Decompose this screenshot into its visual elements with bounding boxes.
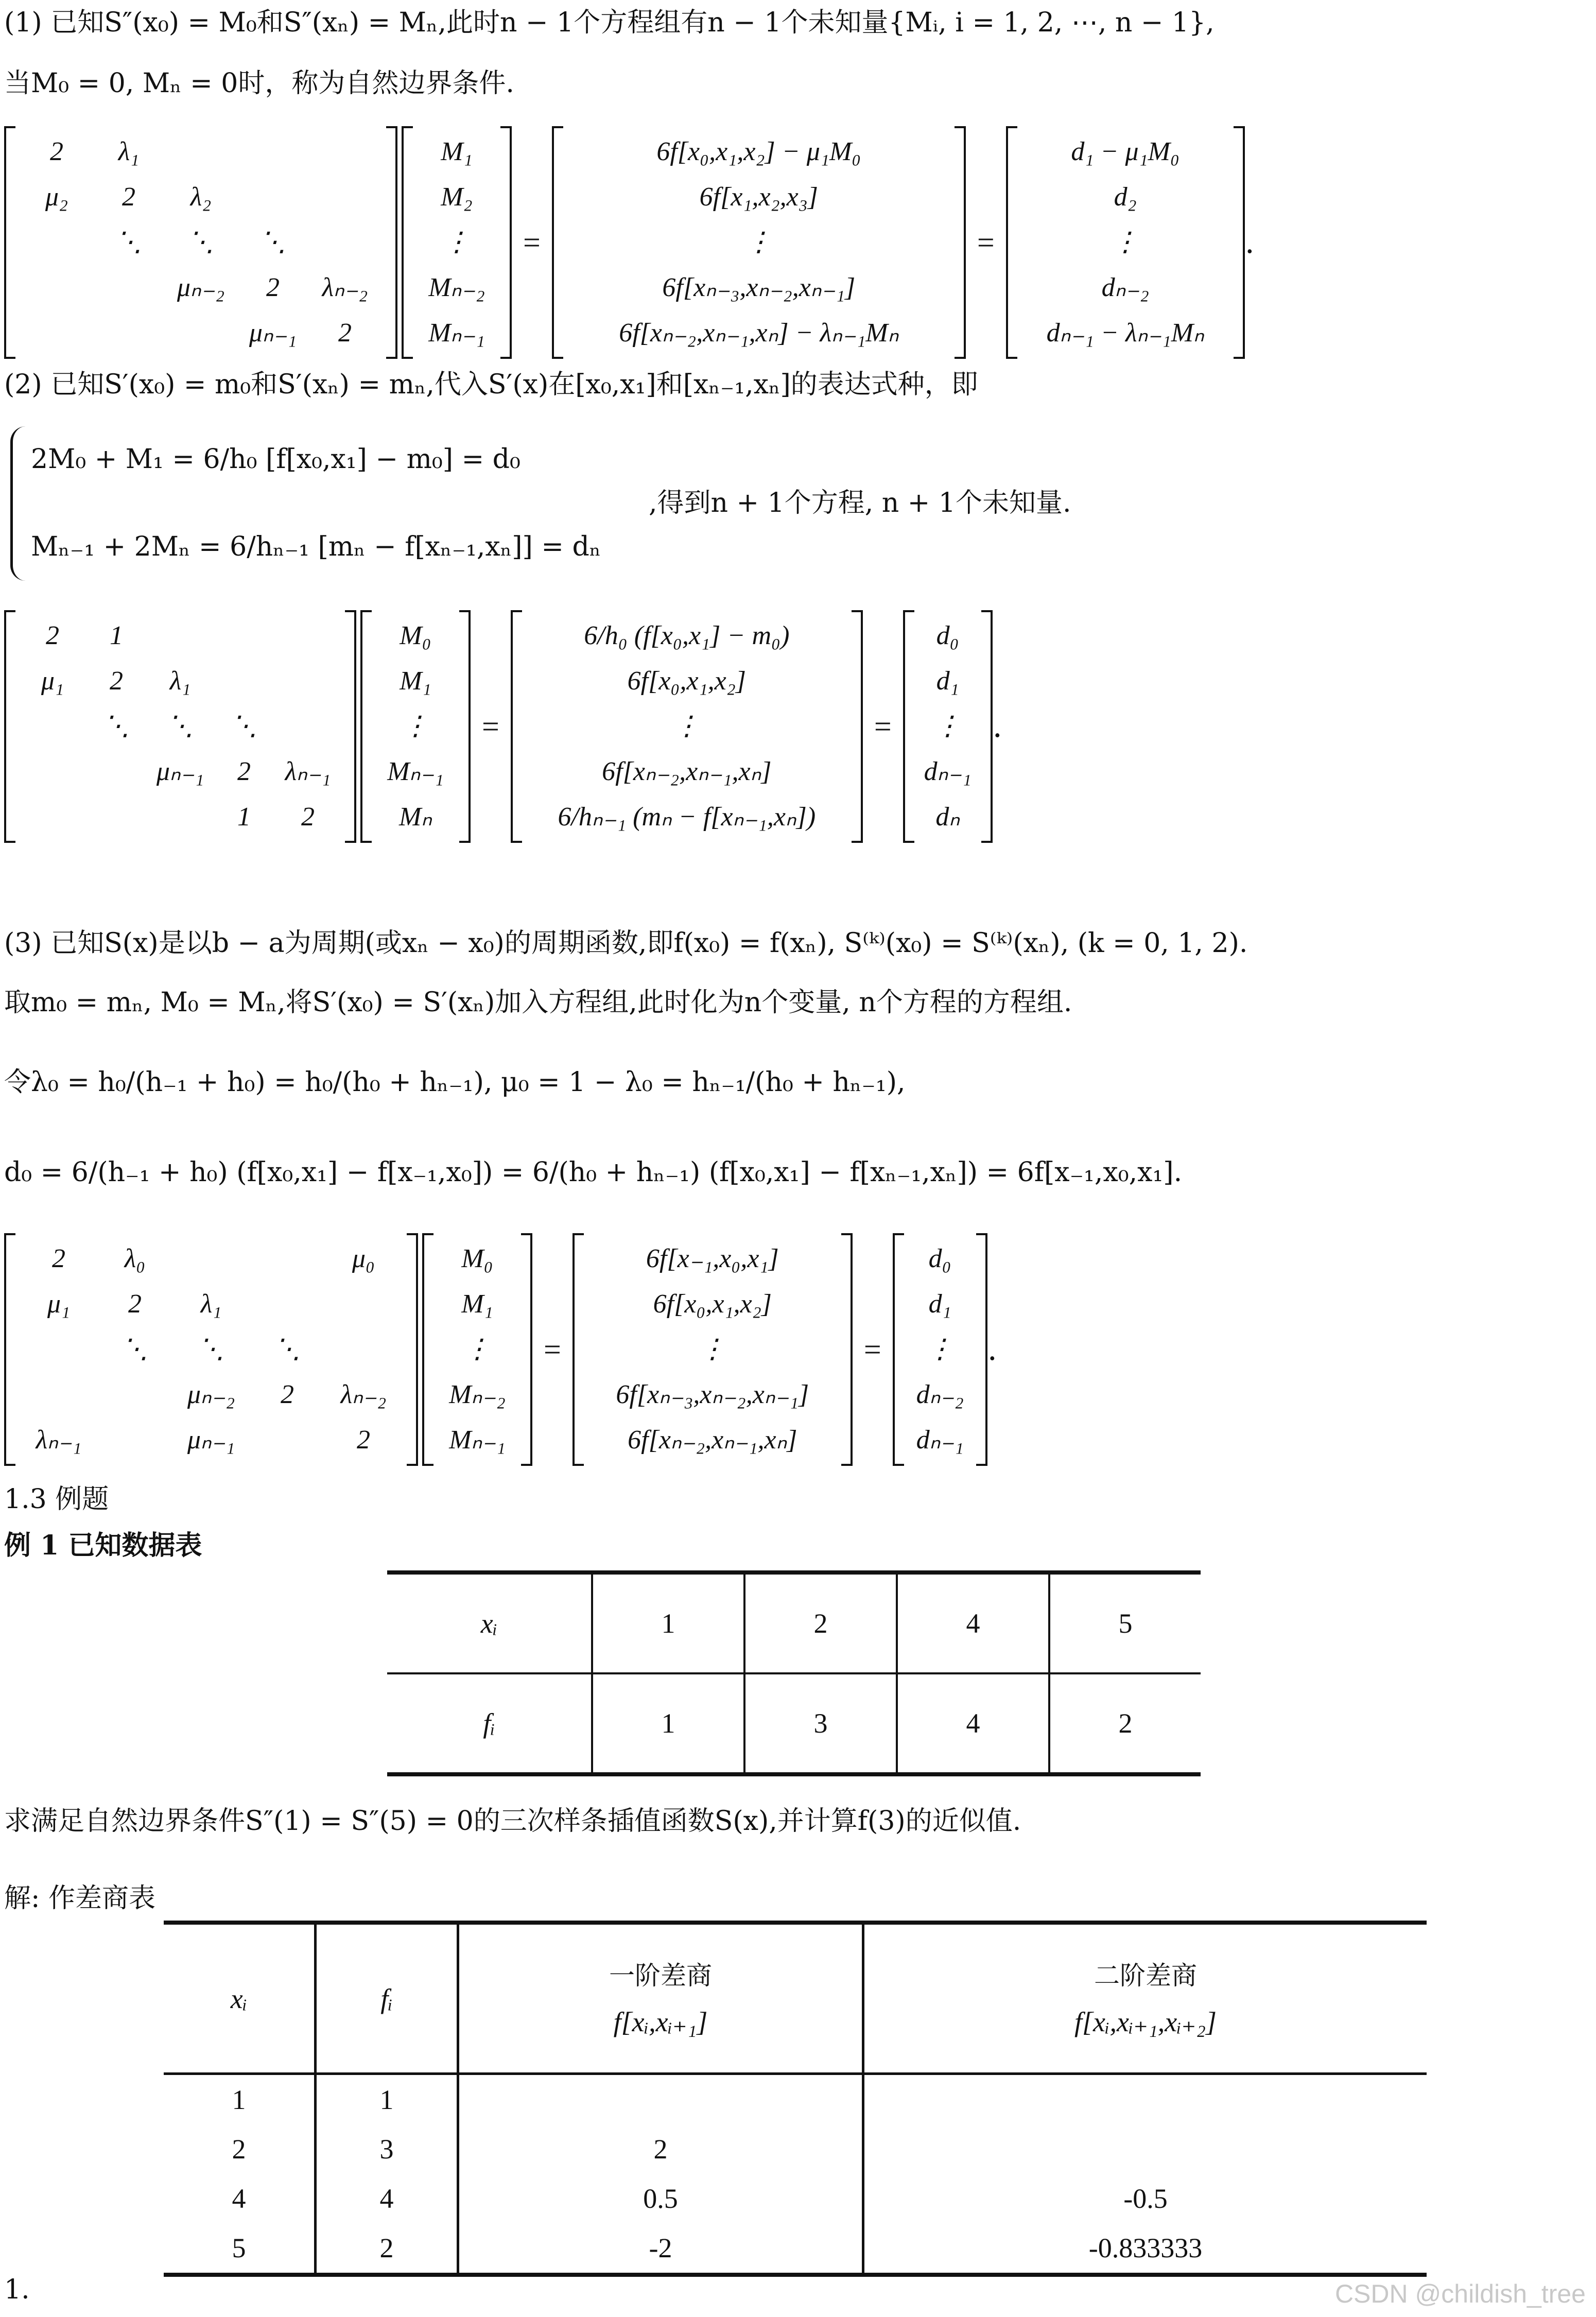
unknown-vector-1 (402, 126, 512, 359)
period: . (992, 708, 1002, 745)
m3-matrix-cell (173, 1236, 249, 1282)
table-cell: 4 (164, 2174, 316, 2223)
m3-unknown-entry: M₁ (461, 1289, 493, 1319)
m3-matrix-cell (325, 1327, 402, 1372)
matrix-equation-1 (4, 126, 1255, 359)
m1-matrix-cell: ⋱ (187, 228, 214, 257)
m2-matrix-cell: μₙ₋₁ (156, 757, 204, 786)
rhs-vector-3 (573, 1233, 853, 1466)
m2-matrix-cell (21, 794, 84, 840)
m3-matrix-cell: 2 (52, 1244, 65, 1273)
equals-sign: = (482, 709, 499, 743)
table-cell: xᵢ (387, 1572, 592, 1673)
table-cell: 4 (897, 1572, 1049, 1673)
m1-unknown-entry: ⋮ (443, 228, 470, 257)
table-cell: 3 (744, 1673, 897, 1774)
m2-rhs-entry: 6/hₙ₋₁ (mₙ − f[xₙ₋₁,xₙ]) (558, 802, 816, 832)
rhs-vector-1 (552, 126, 966, 359)
m1-rhs-entry: 6f[x₀,x₁,x₂] − μ₁M₀ (656, 137, 861, 166)
m1-matrix-cell (165, 129, 237, 175)
system-eq-1: 2M₀ + M₁ = 6/h₀ [f[x₀,x₁] − m₀] = d₀ (31, 444, 521, 475)
data-table (387, 1570, 1201, 1776)
m1-matrix-cell: μₙ₋₁ (249, 318, 297, 348)
m2-matrix-cell (148, 794, 212, 840)
m3-matrix-cell (325, 1282, 402, 1327)
m1-unknown-entry: Mₙ₋₁ (428, 318, 485, 348)
m2-d-entry: d₁ (936, 666, 959, 696)
m2-matrix-cell (212, 613, 276, 659)
table-cell (863, 2074, 1427, 2125)
coefficient-matrix-3 (4, 1233, 418, 1466)
d-vector-1 (1006, 126, 1245, 359)
m1-matrix-cell: 2 (266, 273, 280, 302)
lambda-mu-definition: 令λ₀ = h₀/(h₋₁ + h₀) = h₀/(h₀ + hₙ₋₁), μ₀ = 1 − λ₀ = hₙ₋₁/(h₀ + hₙ₋₁), (4, 1067, 906, 1098)
period: . (987, 1332, 997, 1368)
m2-unknown-entry: M₀ (400, 621, 431, 650)
header-second-diff: 二阶差商 f[xᵢ,xᵢ₊₁,xᵢ₊₂] (863, 1923, 1427, 2074)
table-row (164, 2223, 1427, 2275)
m1-matrix-cell: 2 (50, 137, 63, 166)
table-cell: 2 (316, 2223, 458, 2275)
m2-matrix-cell: 2 (301, 802, 315, 832)
m2-unknown-entry: Mₙ (398, 802, 432, 832)
m3-matrix-cell: 2 (128, 1289, 142, 1319)
table-row (164, 2124, 1427, 2174)
m2-d-entry: dₙ₋₁ (924, 757, 972, 786)
system-tail: ,得到n + 1个方程, n + 1个未知量. (649, 488, 1071, 518)
table-cell: 4 (316, 2174, 458, 2223)
m2-d-entry: ⋮ (934, 712, 961, 741)
m1-matrix-cell: λₙ₋₂ (322, 273, 368, 302)
m2-matrix-cell (276, 613, 340, 659)
m2-matrix-cell: λₙ₋₁ (285, 757, 331, 786)
m2-matrix-cell: λ₁ (169, 666, 191, 696)
m3-matrix-cell: λₙ₋₂ (340, 1380, 387, 1409)
table-row (387, 1673, 1201, 1774)
m3-matrix-cell: μ₁ (47, 1289, 71, 1319)
coefficient-matrix-1 (4, 126, 397, 359)
equals-sign: = (544, 1332, 561, 1367)
m3-matrix-cell: μₙ₋₂ (187, 1380, 235, 1409)
table-cell: 2 (1049, 1673, 1201, 1774)
m3-matrix-cell: λₙ₋₁ (36, 1425, 82, 1455)
m3-d-entry: dₙ₋₁ (916, 1425, 964, 1455)
m3-unknown-entry: M₀ (461, 1244, 493, 1273)
equals-sign: = (523, 225, 541, 260)
m2-matrix-cell (84, 749, 148, 794)
m3-matrix-cell (249, 1282, 325, 1327)
m3-matrix-cell (249, 1417, 325, 1463)
table-cell: fᵢ (387, 1673, 592, 1774)
m1-rhs-entry: 6f[x₁,x₂,x₃] (699, 182, 819, 212)
item3-line2: 取m₀ = mₙ, M₀ = Mₙ,将S′(x₀) = S′(xₙ)加入方程组,此时化为n个变量, n个方程的方程组. (4, 987, 1072, 1018)
m3-rhs-entry: 6f[x₋₁,x₀,x₁] (646, 1244, 779, 1273)
m2-matrix-cell: 2 (237, 757, 251, 786)
m3-matrix-cell: ⋱ (198, 1335, 224, 1364)
m3-matrix-cell: 2 (281, 1380, 294, 1409)
m1-matrix-cell: λ₁ (118, 137, 140, 166)
rhs-vector-2 (511, 610, 863, 843)
m3-matrix-cell: 2 (357, 1425, 370, 1455)
table-cell (863, 2124, 1427, 2174)
table-cell: 5 (1049, 1572, 1201, 1673)
example-heading: 例 1 已知数据表 (4, 1530, 202, 1561)
m1-unknown-entry: M₁ (441, 137, 473, 166)
m1-matrix-cell (93, 265, 165, 310)
m1-matrix-cell: λ₂ (190, 182, 212, 212)
m1-matrix-cell (237, 129, 309, 175)
m3-d-entry: d₁ (928, 1289, 951, 1319)
m2-matrix-cell (276, 704, 340, 749)
m2-matrix-cell (276, 659, 340, 704)
table-cell: 0.5 (458, 2174, 863, 2223)
item1-line2: 当M₀ = 0, Mₙ = 0时，称为自然边界条件. (4, 68, 514, 99)
d-vector-2 (903, 610, 993, 843)
table-row (387, 1572, 1201, 1673)
m3-matrix-cell: ⋱ (122, 1335, 148, 1364)
m1-matrix-cell: μ₂ (45, 182, 68, 212)
equals-sign: = (977, 225, 995, 260)
equals-sign: = (874, 709, 892, 743)
m1-matrix-cell (93, 310, 165, 356)
m3-rhs-entry: ⋮ (699, 1335, 726, 1364)
m1-matrix-cell (21, 265, 93, 310)
m1-matrix-cell (309, 129, 381, 175)
system-eq-2: Mₙ₋₁ + 2Mₙ = 6/hₙ₋₁ [mₙ − f[xₙ₋₁,xₙ]] = dₙ (31, 531, 601, 562)
d0-definition: d₀ = 6/(h₋₁ + h₀) (f[x₀,x₁] − f[x₋₁,x₀]) = 6/(h₀ + hₙ₋₁) (f[x₀,x₁] − f[xₙ₋₁,xₙ]) = 6f[x₋₁,x₀,x₁]. (4, 1157, 1183, 1188)
m1-matrix-cell (237, 175, 309, 220)
table-cell: 2 (164, 2124, 316, 2174)
m2-unknown-entry: M₁ (400, 666, 431, 696)
m2-matrix-cell (148, 613, 212, 659)
m2-matrix-cell (212, 659, 276, 704)
m1-d-entry: d₁ − μ₁M₀ (1071, 137, 1180, 166)
period: . (1244, 224, 1255, 261)
m1-matrix-cell: μₙ₋₂ (177, 273, 225, 302)
m1-matrix-cell: 2 (122, 182, 135, 212)
m2-matrix-cell: ⋱ (231, 712, 257, 741)
equals-sign: = (863, 1332, 881, 1367)
table-cell: 5 (164, 2223, 316, 2275)
d-vector-3 (893, 1233, 987, 1466)
m2-matrix-cell: 1 (110, 621, 123, 650)
m2-rhs-entry: 6f[xₙ₋₂,xₙ₋₁,xₙ] (602, 757, 772, 786)
m1-matrix-cell (21, 220, 93, 265)
m2-matrix-cell: ⋱ (103, 712, 130, 741)
m3-unknown-entry: ⋮ (464, 1335, 491, 1364)
m1-unknown-entry: Mₙ₋₂ (428, 273, 485, 302)
m2-matrix-cell: ⋱ (167, 712, 194, 741)
m1-d-entry: dₙ₋₂ (1101, 273, 1149, 302)
m2-rhs-entry: 6f[x₀,x₁,x₂] (627, 666, 747, 696)
m2-d-entry: dₙ (935, 802, 960, 832)
m3-matrix-cell (97, 1372, 173, 1417)
table-cell: 1 (164, 2074, 316, 2125)
left-brace (10, 426, 28, 581)
m1-rhs-entry: 6f[xₙ₋₃,xₙ₋₂,xₙ₋₁] (662, 273, 856, 302)
m2-matrix-cell (84, 794, 148, 840)
m1-rhs-entry: ⋮ (745, 228, 772, 257)
m2-matrix-cell: μ₁ (41, 666, 64, 696)
solution-heading: 解: 作差商表 (4, 1883, 156, 1914)
m3-rhs-entry: 6f[x₀,x₁,x₂] (653, 1289, 772, 1319)
m1-d-entry: dₙ₋₁ − λₙ₋₁Mₙ (1046, 318, 1204, 348)
table-cell: 1 (316, 2074, 458, 2125)
m3-d-entry: ⋮ (926, 1335, 953, 1364)
m3-matrix-cell (21, 1327, 97, 1372)
watermark: CSDN @childish_tree (1334, 2279, 1586, 2308)
m3-d-entry: dₙ₋₂ (916, 1380, 964, 1409)
unknown-vector-2 (360, 610, 471, 843)
matrix-equation-2 (4, 610, 1002, 843)
m3-unknown-entry: Mₙ₋₁ (449, 1425, 506, 1455)
table-cell: 2 (458, 2124, 863, 2174)
item3-line1: (3) 已知S(x)是以b − a为周期(或xₙ − x₀)的周期函数,即f(x₀) = f(xₙ), S⁽ᵏ⁾(x₀) = S⁽ᵏ⁾(xₙ), (k = 0, 1, 2). (4, 928, 1248, 959)
difference-table (164, 1921, 1427, 2277)
m3-unknown-entry: Mₙ₋₂ (449, 1380, 506, 1409)
table-cell: -0.5 (1123, 2183, 1168, 2214)
m1-matrix-cell: ⋱ (115, 228, 142, 257)
m2-matrix-cell: 2 (110, 666, 123, 696)
m1-matrix-cell (21, 310, 93, 356)
trailing-item: 1. (4, 2274, 30, 2305)
coefficient-matrix-2 (4, 610, 356, 843)
task-statement: 求满足自然边界条件S″(1) = S″(5) = 0的三次样条插值函数S(x),并计算f(3)的近似值. (4, 1806, 1021, 1837)
m1-rhs-entry: 6f[xₙ₋₂,xₙ₋₁,xₙ] − λₙ₋₁Mₙ (619, 318, 899, 348)
m2-matrix-cell: 1 (237, 802, 251, 832)
m2-rhs-entry: 6/h₀ (f[x₀,x₁] − m₀) (584, 621, 790, 650)
m3-matrix-cell (21, 1372, 97, 1417)
m1-matrix-cell (165, 310, 237, 356)
unknown-vector-3 (422, 1233, 532, 1466)
table-row (164, 2074, 1427, 2125)
m1-matrix-cell (309, 175, 381, 220)
header-f: fᵢ (316, 1923, 458, 2074)
table-cell: 3 (316, 2124, 458, 2174)
m3-rhs-entry: 6f[xₙ₋₃,xₙ₋₂,xₙ₋₁] (616, 1380, 809, 1409)
m3-rhs-entry: 6f[xₙ₋₂,xₙ₋₁,xₙ] (628, 1425, 797, 1455)
table-cell: -0.833333 (863, 2223, 1427, 2275)
m3-matrix-cell: μ₀ (352, 1244, 375, 1273)
equation-system (10, 422, 1071, 587)
m2-matrix-cell (21, 704, 84, 749)
m2-unknown-entry: ⋮ (402, 712, 429, 741)
table-cell: -2 (458, 2223, 863, 2275)
m3-matrix-cell (97, 1417, 173, 1463)
m2-matrix-cell (21, 749, 84, 794)
matrix-equation-3 (4, 1233, 997, 1466)
m1-matrix-cell (309, 220, 381, 265)
m3-matrix-cell: λ₀ (124, 1244, 146, 1273)
table-cell: 1 (592, 1572, 744, 1673)
header-x: xᵢ (164, 1923, 316, 2074)
m1-unknown-entry: M₂ (441, 182, 473, 212)
m2-rhs-entry: ⋮ (673, 712, 700, 741)
table-cell: 2 (744, 1572, 897, 1673)
m1-matrix-cell: ⋱ (259, 228, 286, 257)
table-row (164, 2174, 1427, 2223)
m3-matrix-cell: λ₁ (200, 1289, 222, 1319)
item1-line1: (1) 已知S″(x₀) = M₀和S″(xₙ) = Mₙ,此时n − 1个方程组有n − 1个未知量{Mᵢ, i = 1, 2, ⋯, n − 1}, (4, 7, 1215, 38)
m3-matrix-cell: μₙ₋₁ (187, 1425, 235, 1455)
section-heading: 1.3 例题 (4, 1484, 109, 1515)
m1-d-entry: ⋮ (1112, 228, 1139, 257)
table-cell: 1 (592, 1673, 744, 1774)
m2-matrix-cell: 2 (46, 621, 59, 650)
m3-matrix-cell (249, 1236, 325, 1282)
m1-d-entry: d₂ (1114, 182, 1137, 212)
item2-line1: (2) 已知S′(x₀) = m₀和S′(xₙ) = mₙ,代入S′(x)在[x₀,x₁]和[xₙ₋₁,xₙ]的表达式种，即 (4, 369, 978, 400)
m1-matrix-cell: 2 (338, 318, 352, 348)
header-first-diff: 一阶差商 f[xᵢ,xᵢ₊₁] (458, 1923, 863, 2074)
m2-d-entry: d₀ (936, 621, 959, 650)
m3-d-entry: d₀ (928, 1244, 951, 1273)
table-cell: 4 (897, 1673, 1049, 1774)
m2-unknown-entry: Mₙ₋₁ (387, 757, 444, 786)
table-cell (458, 2074, 863, 2125)
m3-matrix-cell: ⋱ (274, 1335, 301, 1364)
